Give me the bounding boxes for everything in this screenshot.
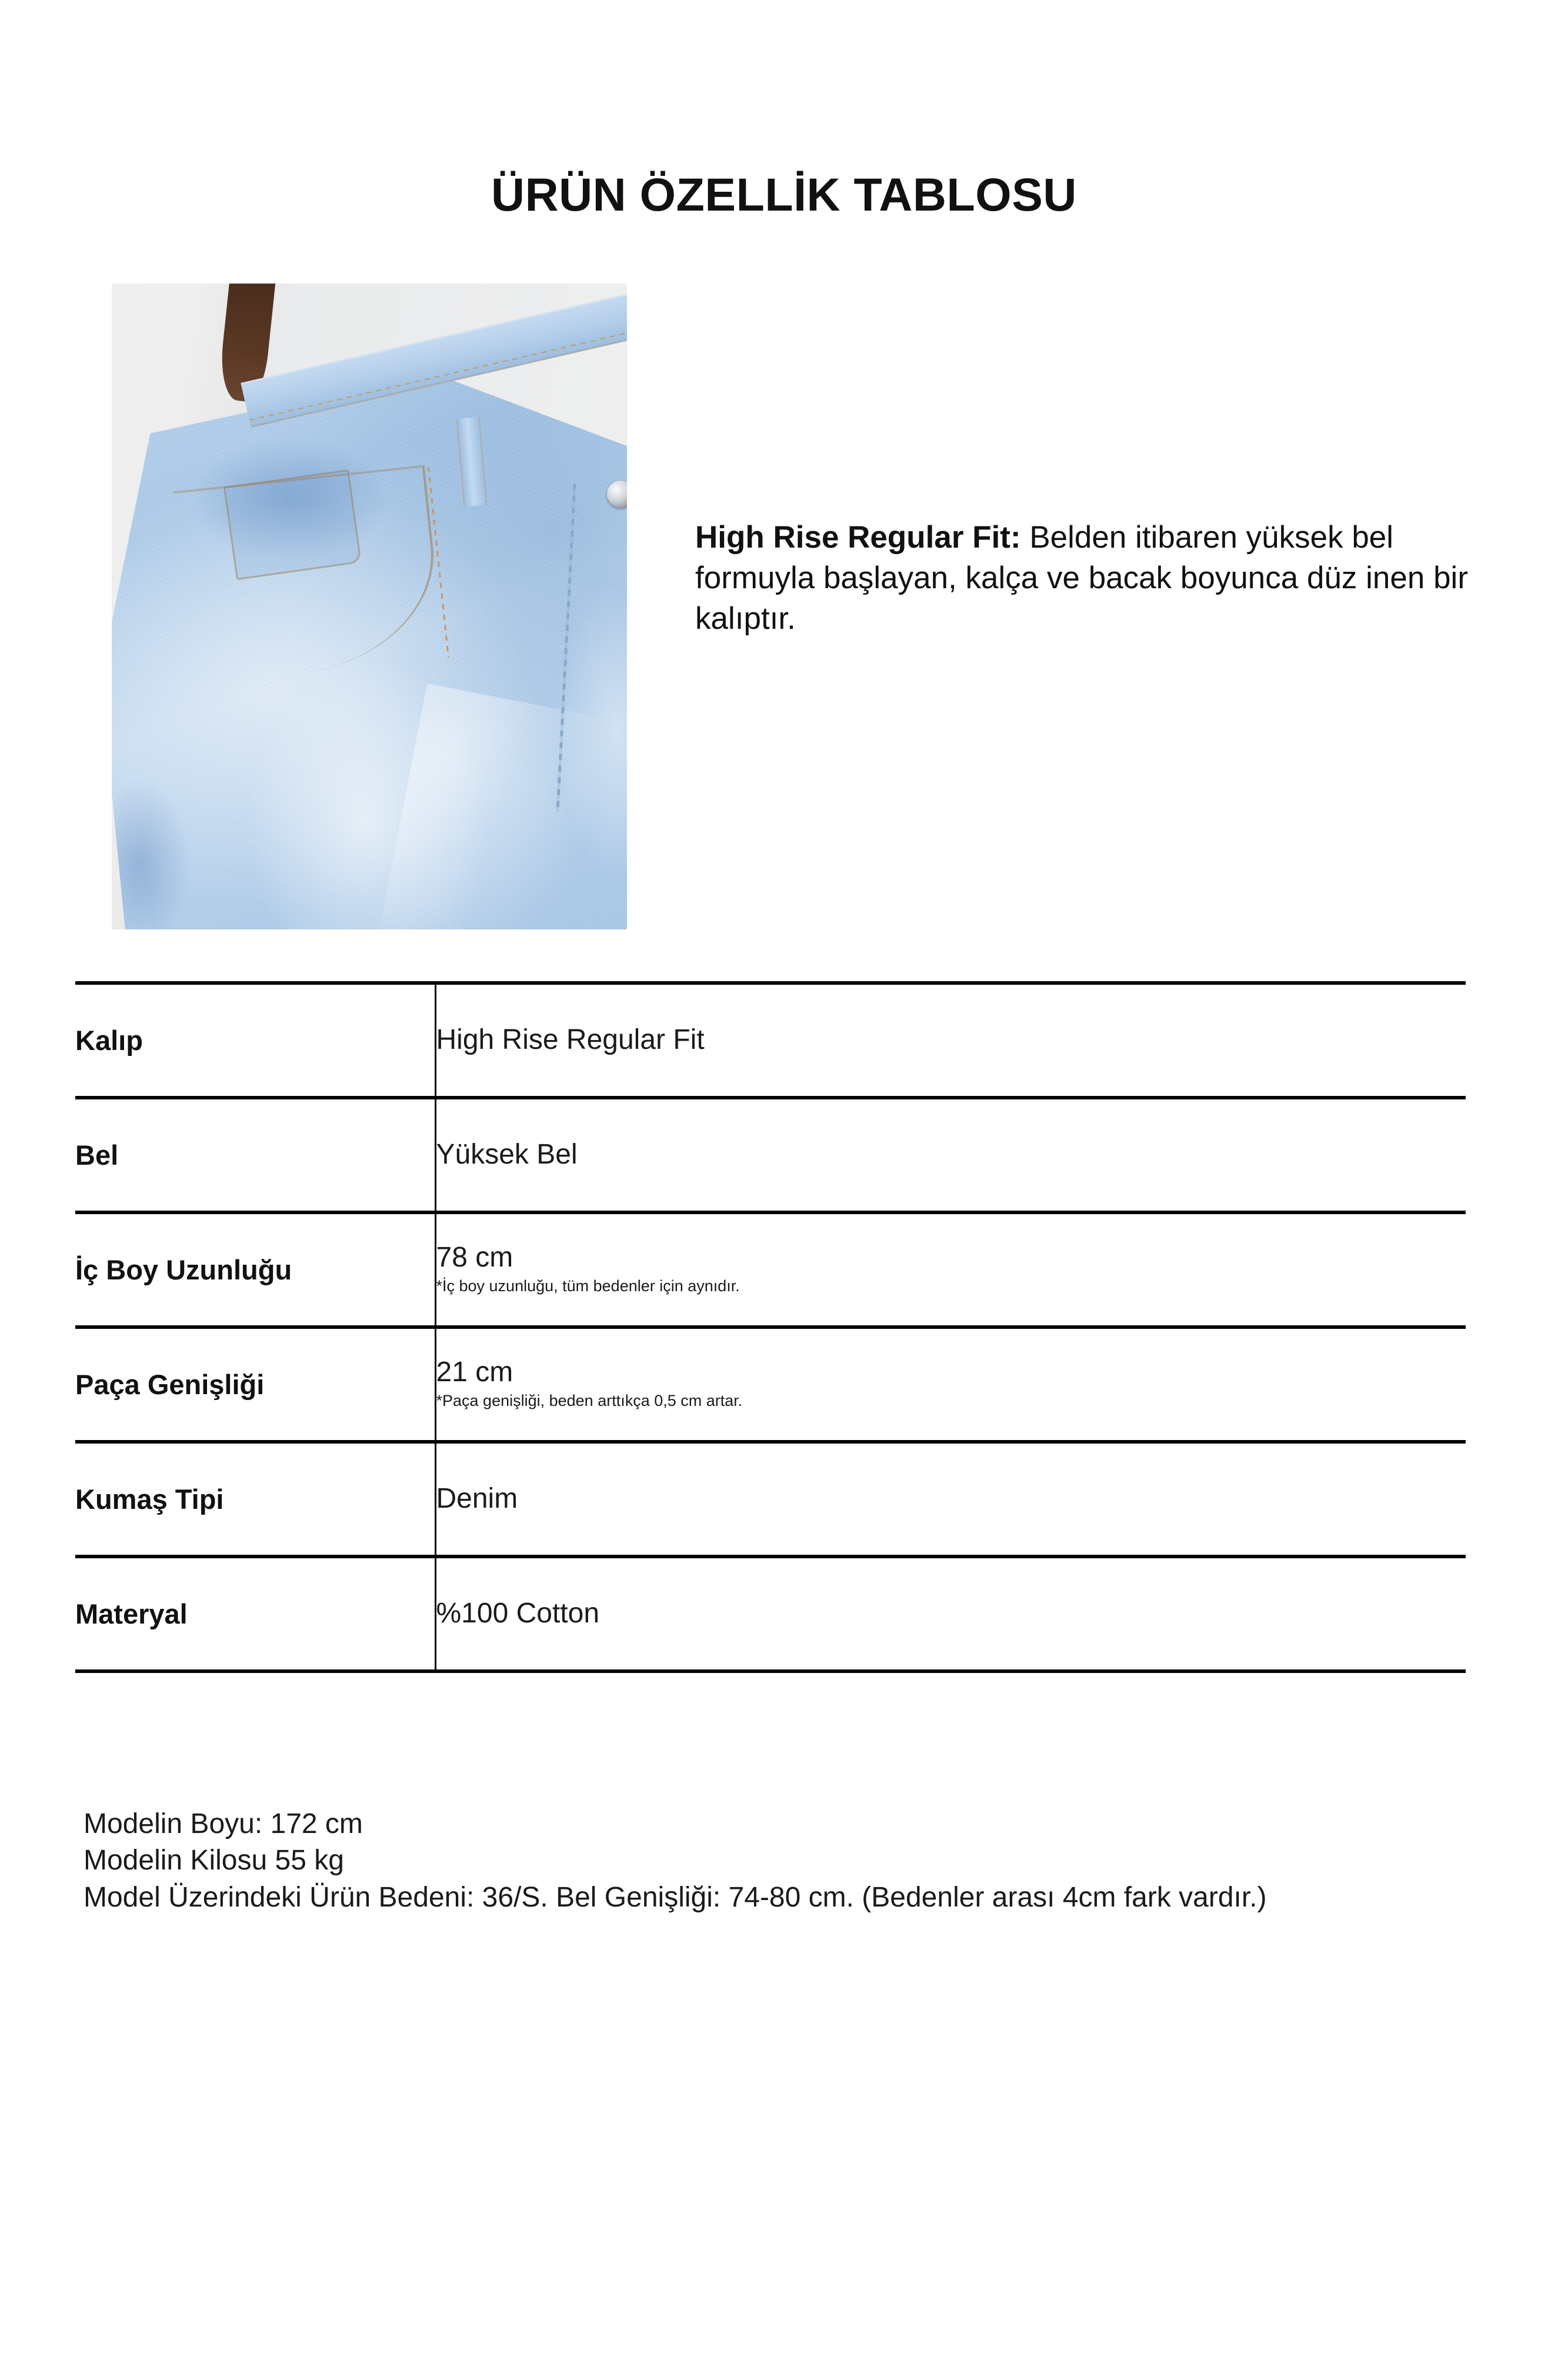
- model-garment-size: Model Üzerindeki Ürün Bedeni: 36/S. Bel Genişliği: 74-80 cm. (Bedenler arası 4cm fark vardır.): [84, 1881, 1267, 1913]
- page-title: ÜRÜN ÖZELLİK TABLOSU: [491, 168, 1077, 221]
- table-row: [75, 1212, 1466, 1327]
- table-row: [75, 1098, 1466, 1212]
- product-photo: [112, 284, 627, 929]
- spec-value-materyal: [435, 1557, 1466, 1671]
- fit-description-name: High Rise Regular Fit:: [695, 520, 1021, 555]
- spec-value-note: *Paça genişliği, beden arttıkça 0,5 cm artar.: [436, 1391, 743, 1409]
- model-info: [84, 1806, 1436, 1916]
- spec-value-main: Denim: [436, 1483, 518, 1515]
- spec-value-kumas-tipi: [435, 1442, 1466, 1557]
- model-weight: Modelin Kilosu 55 kg: [84, 1845, 344, 1877]
- product-spec-table: [75, 981, 1466, 1673]
- spec-label-bel: Bel: [75, 1098, 435, 1212]
- spec-label-paca-genisligi: Paça Genişliği: [75, 1327, 435, 1442]
- spec-value-ic-boy-uzunlugu: [435, 1212, 1466, 1327]
- fit-description-text: Belden itibaren yüksek bel formuyla başlayan, kalça ve bacak boyunca düz inen bir kalıptır.: [695, 520, 1468, 636]
- spec-label-kalip: Kalıp: [75, 983, 435, 1098]
- table-row: [75, 1442, 1466, 1557]
- spec-value-bel: [435, 1098, 1466, 1212]
- spec-value-note: *İç boy uzunluğu, tüm bedenler için aynıdır.: [436, 1277, 740, 1295]
- spec-value-main: Yüksek Bel: [436, 1139, 578, 1171]
- spec-value-main: %100 Cotton: [436, 1598, 600, 1629]
- spec-value-paca-genisligi: [435, 1327, 1466, 1442]
- spec-value-main: 21 cm: [436, 1357, 513, 1388]
- model-height: Modelin Boyu: 172 cm: [84, 1808, 363, 1839]
- spec-table-body: [75, 983, 1466, 1671]
- table-row: [75, 983, 1466, 1098]
- fit-description: [695, 518, 1477, 639]
- spec-label-kumas-tipi: Kumaş Tipi: [75, 1442, 435, 1557]
- table-row: [75, 1327, 1466, 1442]
- spec-label-materyal: Materyal: [75, 1557, 435, 1671]
- spec-label-ic-boy-uzunlugu: İç Boy Uzunluğu: [75, 1212, 435, 1327]
- spec-value-kalip: [435, 983, 1466, 1098]
- table-row: [75, 1557, 1466, 1671]
- spec-value-main: 78 cm: [436, 1242, 513, 1274]
- spec-value-main: High Rise Regular Fit: [436, 1024, 705, 1056]
- denim-fold-highlight: [371, 684, 618, 929]
